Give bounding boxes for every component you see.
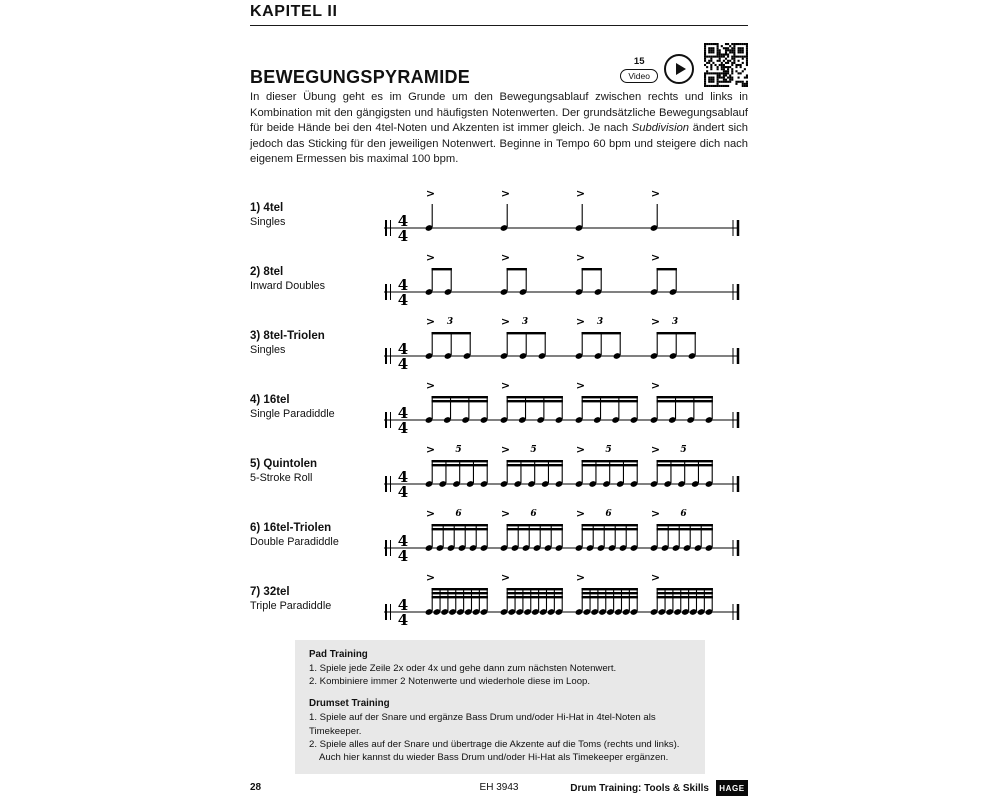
exercise-label — [250, 458, 384, 484]
svg-text:4: 4 — [397, 419, 409, 437]
svg-text:4: 4 — [397, 611, 409, 629]
svg-text:4: 4 — [397, 468, 409, 486]
video-number: 15 — [633, 55, 645, 67]
qr-code-icon — [704, 43, 748, 87]
svg-text:4: 4 — [397, 291, 409, 309]
exercise-subtitle: Triple Paradiddle — [250, 600, 332, 612]
svg-text:5: 5 — [680, 445, 687, 455]
chapter-header — [250, 0, 748, 26]
svg-text:>: > — [500, 507, 511, 520]
svg-text:>: > — [575, 187, 586, 200]
svg-text:>: > — [650, 443, 661, 456]
video-badge[interactable] — [620, 54, 694, 84]
exercise-name: 5) Quintolen — [250, 458, 318, 470]
page-footer — [250, 780, 748, 798]
svg-text:6: 6 — [455, 509, 462, 519]
svg-text:4: 4 — [397, 355, 409, 373]
exercise-label — [250, 586, 384, 612]
exercise-name: 2) 8tel — [250, 266, 284, 278]
exercise-subtitle: Singles — [250, 216, 286, 228]
notation-staff — [384, 376, 746, 438]
title-row — [250, 44, 748, 90]
exercise-row — [250, 439, 748, 503]
exercise-name: 3) 8tel-Triolen — [250, 330, 325, 342]
exercise-list — [250, 183, 748, 631]
svg-text:>: > — [425, 187, 436, 200]
exercise-row — [250, 183, 748, 247]
exercise-label — [250, 330, 384, 356]
pad-training-item: 2. Kombiniere immer 2 Notenwerte und wiederhole diese im Loop. — [309, 676, 591, 688]
notation-staff — [384, 312, 746, 374]
play-icon[interactable] — [664, 54, 694, 84]
svg-text:>: > — [500, 571, 511, 584]
page-number: 28 — [250, 782, 262, 793]
notation-staff — [384, 184, 746, 246]
svg-text:>: > — [650, 315, 661, 328]
exercise-subtitle: 5-Stroke Roll — [250, 472, 313, 484]
svg-text:>: > — [575, 571, 586, 584]
svg-text:>: > — [650, 379, 661, 392]
svg-text:>: > — [575, 379, 586, 392]
svg-text:>: > — [425, 571, 436, 584]
exercise-name: 7) 32tel — [250, 586, 290, 598]
notation-staff — [384, 504, 746, 566]
intro-text-1: In dieser Übung geht es im Grunde um den Bewegungsablauf zwischen rechts und links in Kombination mit den gängigsten und häufigsten Notenwerten. Der grundsätzliche Bewegungsablauf für beide Hände bei den 4tel-Noten und Akzenten ist immer gleich. Je nach — [250, 91, 748, 135]
drumset-training-section — [309, 698, 691, 764]
exercise-subtitle: Inward Doubles — [250, 280, 326, 292]
exercise-label — [250, 266, 384, 292]
svg-text:>: > — [425, 379, 436, 392]
drumset-training-item: 1. Spiele auf der Snare und ergänze Bass Drum und/oder Hi-Hat in 4tel-Noten als Timekeeper. — [309, 712, 656, 737]
notation-staff — [384, 248, 746, 310]
svg-text:4: 4 — [397, 276, 409, 294]
exercise-row — [250, 375, 748, 439]
svg-text:4: 4 — [397, 340, 409, 358]
svg-text:>: > — [650, 571, 661, 584]
intro-text-2: ändert sich jedoch das Sticking für den jeweiligen Notenwert. Beginne in Tempo 60 bpm und steigere dich nach eigenem Ermessen bis maximal 100 bpm. — [250, 122, 748, 166]
svg-text:5: 5 — [455, 445, 462, 455]
svg-text:3: 3 — [596, 317, 604, 327]
video-label: Video — [620, 69, 658, 83]
svg-text:4: 4 — [397, 212, 409, 230]
svg-text:4: 4 — [397, 532, 409, 550]
exercise-row — [250, 247, 748, 311]
svg-text:5: 5 — [530, 445, 537, 455]
video-badge-labels — [620, 56, 658, 83]
svg-text:>: > — [425, 443, 436, 456]
pad-training-item: 1. Spiele jede Zeile 2x oder 4x und gehe dann zum nächsten Notenwert. — [309, 663, 617, 674]
svg-text:4: 4 — [397, 227, 409, 245]
svg-text:>: > — [425, 251, 436, 264]
exercise-name: 1) 4tel — [250, 202, 284, 214]
page-title: BEWEGUNGSPYRAMIDE — [250, 67, 471, 87]
svg-text:>: > — [575, 443, 586, 456]
footer-right — [570, 780, 748, 796]
svg-text:>: > — [500, 443, 511, 456]
exercise-label — [250, 394, 384, 420]
svg-text:>: > — [575, 507, 586, 520]
svg-text:>: > — [425, 315, 436, 328]
svg-text:5: 5 — [605, 445, 612, 455]
chapter-title: KAPITEL II — [250, 3, 338, 20]
exercise-subtitle: Double Paradiddle — [250, 536, 339, 548]
svg-text:>: > — [575, 251, 586, 264]
exercise-name: 6) 16tel-Triolen — [250, 522, 332, 534]
exercise-subtitle: Single Paradiddle — [250, 408, 335, 420]
catalog-number: EH 3943 — [479, 782, 519, 793]
svg-text:>: > — [500, 315, 511, 328]
svg-text:3: 3 — [671, 317, 679, 327]
svg-text:>: > — [650, 507, 661, 520]
svg-text:>: > — [500, 379, 511, 392]
drumset-training-item-continuation: Auch hier kannst du wieder Bass Drum und/oder Hi-Hat als Timekeeper ergänzen. — [319, 752, 669, 764]
exercise-row — [250, 567, 748, 631]
svg-text:>: > — [575, 315, 586, 328]
exercise-subtitle: Singles — [250, 344, 286, 356]
drumset-training-item: 2. Spiele alles auf der Snare und übertrage die Akzente auf die Toms (rechts und links). — [309, 738, 680, 750]
exercise-row — [250, 503, 748, 567]
svg-text:6: 6 — [605, 509, 612, 519]
svg-text:6: 6 — [680, 509, 687, 519]
svg-text:4: 4 — [397, 483, 409, 501]
svg-text:>: > — [500, 251, 511, 264]
svg-text:3: 3 — [521, 317, 529, 327]
drumset-training-title: Drumset Training — [309, 698, 390, 710]
exercise-row — [250, 311, 748, 375]
intro-italic-term: Subdivision — [631, 122, 690, 135]
exercise-name: 4) 16tel — [250, 394, 290, 406]
svg-text:6: 6 — [530, 509, 537, 519]
pad-training-section — [309, 649, 691, 688]
series-title: Drum Training: Tools & Skills — [570, 782, 709, 794]
svg-text:>: > — [500, 187, 511, 200]
svg-text:4: 4 — [397, 404, 409, 422]
svg-text:4: 4 — [397, 596, 409, 614]
exercise-label — [250, 202, 384, 228]
svg-text:>: > — [650, 251, 661, 264]
svg-text:>: > — [650, 187, 661, 200]
intro-paragraph — [250, 90, 748, 168]
notation-staff — [384, 568, 746, 630]
publisher-logo — [716, 780, 748, 796]
svg-text:4: 4 — [397, 547, 409, 565]
exercise-label — [250, 522, 384, 548]
publisher-name: HAGE — [719, 783, 745, 793]
training-box — [295, 640, 705, 774]
notation-staff — [384, 440, 746, 502]
play-triangle-icon — [676, 63, 686, 75]
svg-text:>: > — [425, 507, 436, 520]
svg-text:3: 3 — [446, 317, 454, 327]
pad-training-title: Pad Training — [309, 649, 368, 660]
